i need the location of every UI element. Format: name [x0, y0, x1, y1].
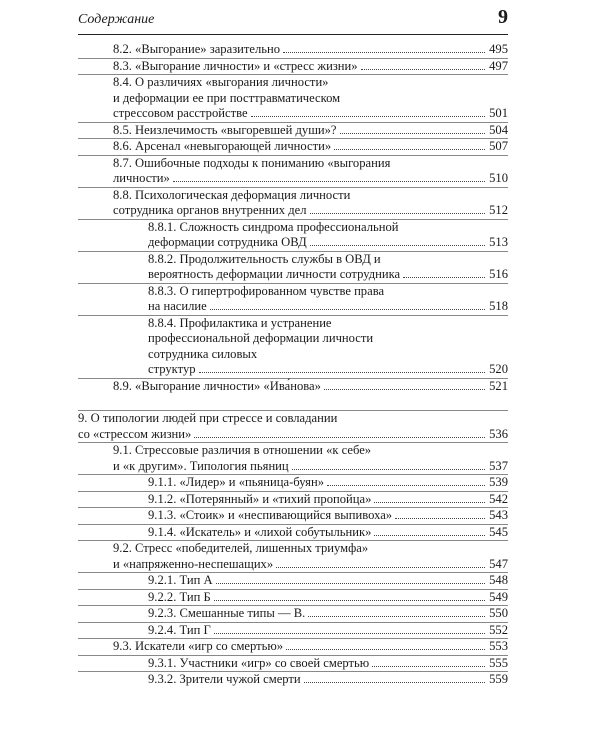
- dot-leader: [308, 616, 485, 617]
- toc-entry[interactable]: [78, 410, 508, 442]
- toc-entry-line: и деформации ее при посттравматическом: [113, 90, 341, 105]
- toc-entry-line: 9. О типологии людей при стрессе и совладании: [78, 411, 338, 425]
- toc-entry-last-line: [78, 427, 508, 443]
- toc-page-number: 510: [489, 171, 508, 185]
- toc-entry-line: 8.8.2. Продолжительность службы в ОВД и: [148, 251, 381, 266]
- toc-entry-line: 8.5. Неизлечимость «выгоревшей души»?: [113, 122, 337, 137]
- dot-leader: [194, 437, 485, 438]
- toc-entry-line: 9.2.3. Смешанные типы — В.: [148, 606, 306, 620]
- dot-leader: [214, 633, 485, 634]
- toc-entry-last-line: [148, 475, 508, 491]
- toc-entry[interactable]: [78, 638, 508, 655]
- toc-entry-line: вероятность деформации личности сотрудника: [148, 267, 401, 281]
- dot-leader: [372, 666, 485, 667]
- toc-entry-line: 9.1.3. «Стоик» и «неспивающийся выпивоха»: [148, 508, 393, 522]
- toc-page-number: 549: [489, 589, 508, 604]
- toc-entry-line: 9.3.2. Зрители чужой смерти: [148, 672, 301, 686]
- dot-leader: [292, 469, 485, 470]
- toc-entry-last-line: [148, 362, 508, 378]
- toc-entry-line: 8.8.4. Профилактика и устранение: [148, 315, 332, 330]
- page-header: [78, 0, 508, 34]
- toc-entry-last-line: [148, 672, 508, 688]
- toc-entry-line: структур: [148, 362, 196, 376]
- dot-leader: [374, 502, 485, 503]
- toc-entry-last-line: [148, 508, 508, 524]
- toc-entry-last-line: [148, 656, 508, 672]
- toc-entry-line: 8.9. «Выгорание личности» «Ива́нова»: [113, 378, 321, 393]
- toc-entry-last-line: [113, 123, 508, 139]
- toc-page-number: 495: [489, 42, 508, 56]
- toc-entry[interactable]: [78, 378, 508, 395]
- toc-entry-line: и «к другим». Типология пьяниц: [113, 458, 289, 473]
- toc-page-number: 521: [489, 378, 508, 393]
- toc-entry-line: 8.3. «Выгорание личности» и «стресс жизни»: [113, 58, 358, 73]
- toc-page-number: 512: [489, 203, 508, 217]
- dot-leader: [403, 277, 485, 278]
- toc-page-number: 507: [489, 139, 508, 153]
- dot-leader: [361, 69, 486, 70]
- toc-entry-line: 9.1.2. «Потерянный» и «тихий пропойца»: [148, 491, 372, 506]
- toc-entry-last-line: [148, 235, 508, 251]
- toc-entry-line: 8.4. О различиях «выгорания личности»: [113, 75, 329, 89]
- toc-page-number: 547: [489, 556, 508, 571]
- toc-entry-last-line: [148, 525, 508, 541]
- toc-page-number: 542: [489, 491, 508, 506]
- toc-entry-line: 9.3. Искатели «игр со смертью»: [113, 639, 284, 653]
- toc-entry-last-line: [148, 606, 508, 622]
- toc-page-number: 550: [489, 606, 508, 620]
- chapter-gap: [78, 394, 508, 410]
- toc-entry-line: деформации сотрудника ОВД: [148, 235, 307, 249]
- toc-entry-line: сотрудника силовых: [148, 346, 258, 361]
- toc-entry-line: профессиональной деформации личности: [148, 331, 374, 345]
- toc-entry[interactable]: [78, 589, 508, 606]
- toc-entry[interactable]: [78, 622, 508, 639]
- toc-page-number: 520: [489, 362, 508, 376]
- toc-page-number: 552: [489, 622, 508, 637]
- toc-entry[interactable]: [78, 442, 508, 474]
- toc-entry-line: личности»: [113, 171, 170, 185]
- toc-page-number: 545: [489, 524, 508, 539]
- toc-entry-last-line: [113, 459, 508, 475]
- toc-entry[interactable]: [78, 605, 508, 622]
- dot-leader: [310, 213, 486, 214]
- toc-page-number: 516: [489, 267, 508, 281]
- toc-entry-line: 9.3.1. Участники «игр» со своей смертью: [148, 655, 370, 670]
- toc-entry[interactable]: [78, 524, 508, 541]
- toc-entry[interactable]: [78, 507, 508, 524]
- toc-page-number: 518: [489, 299, 508, 313]
- toc-page-number: 537: [489, 458, 508, 473]
- dot-leader: [304, 682, 485, 683]
- toc-entry[interactable]: [78, 251, 508, 283]
- dot-leader: [327, 485, 485, 486]
- toc-entry[interactable]: [78, 138, 508, 155]
- toc-entry-last-line: [113, 171, 508, 187]
- toc-page-number: 548: [489, 573, 508, 587]
- toc-page-number: 555: [489, 655, 508, 670]
- toc-page-number: 539: [489, 475, 508, 489]
- toc-entry[interactable]: [78, 474, 508, 491]
- toc-entry-last-line: [113, 139, 508, 155]
- toc-entry[interactable]: [78, 283, 508, 315]
- toc-entry-line: на насилие: [148, 299, 207, 313]
- toc-entry[interactable]: [78, 219, 508, 251]
- toc-entry-line: 9.2.2. Тип Б: [148, 589, 211, 604]
- toc-entry[interactable]: [78, 315, 508, 378]
- toc-entry-line: 9.2.4. Тип Г: [148, 622, 211, 637]
- toc-entry-line: 8.7. Ошибочные подходы к пониманию «выгорания: [113, 155, 391, 170]
- toc-page-number: 501: [489, 106, 508, 120]
- toc-entry-line: 8.8.1. Сложность синдрома профессиональной: [148, 219, 399, 234]
- toc-entry-line: 8.8.3. О гипертрофированном чувстве права: [148, 283, 385, 298]
- toc-page-number: 497: [489, 58, 508, 73]
- toc-page-number: 553: [489, 639, 508, 653]
- toc-entry-last-line: [113, 557, 508, 573]
- toc-entry-last-line: [113, 59, 508, 75]
- dot-leader: [286, 649, 485, 650]
- header-rule: [78, 34, 508, 35]
- toc-entry-last-line: [148, 299, 508, 315]
- dot-leader: [324, 389, 485, 390]
- toc-entry-line: 9.1. Стрессовые различия в отношении «к себе»: [113, 443, 372, 457]
- dot-leader: [276, 567, 485, 568]
- toc-entry[interactable]: [78, 122, 508, 139]
- running-head-section: Содержание: [78, 12, 155, 27]
- toc-entry-line: со «стрессом жизни»: [78, 426, 192, 441]
- toc-entry-last-line: [113, 106, 508, 122]
- toc-entry-line: 9.1.1. «Лидер» и «пьяница-буян»: [148, 475, 325, 489]
- toc-entry-line: 8.6. Арсенал «невыгорающей личности»: [113, 139, 332, 153]
- toc-entry-line: 9.1.4. «Искатель» и «лихой собутыльник»: [148, 524, 372, 539]
- toc-entry-line: стрессовом расстройстве: [113, 106, 248, 120]
- toc-entry-last-line: [113, 203, 508, 219]
- toc-entry-last-line: [148, 573, 508, 589]
- toc-entry-line: сотрудника органов внутренних дел: [113, 203, 307, 217]
- toc-entry-line: 8.2. «Выгорание» заразительно: [113, 42, 281, 56]
- toc-entry[interactable]: [78, 655, 508, 672]
- toc-entry[interactable]: [78, 540, 508, 572]
- toc-entry-last-line: [148, 623, 508, 639]
- toc-page-number: 504: [489, 122, 508, 137]
- page-number: 9: [498, 6, 508, 28]
- toc-entry-last-line: [148, 590, 508, 606]
- dot-leader: [173, 181, 485, 182]
- dot-leader: [283, 52, 485, 53]
- dot-leader: [216, 583, 486, 584]
- toc-entry-line: 9.2. Стресс «победителей, лишенных триумфа»: [113, 541, 369, 555]
- dot-leader: [374, 535, 485, 536]
- toc-page-number: 513: [489, 235, 508, 249]
- toc-entry[interactable]: [78, 491, 508, 508]
- toc-page-number: 543: [489, 508, 508, 522]
- dot-leader: [340, 133, 486, 134]
- dot-leader: [395, 518, 485, 519]
- toc-entry-last-line: [113, 379, 508, 395]
- toc-entry-last-line: [113, 639, 508, 655]
- toc-page-number: 559: [489, 672, 508, 686]
- dot-leader: [199, 372, 486, 373]
- toc-entry-last-line: [148, 492, 508, 508]
- toc-entry-last-line: [148, 267, 508, 283]
- dot-leader: [251, 116, 486, 117]
- toc-entry[interactable]: [78, 671, 508, 688]
- toc-entry-last-line: [113, 42, 508, 58]
- toc-entry-line: и «напряженно-неспешащих»: [113, 556, 274, 571]
- toc-entry[interactable]: [78, 74, 508, 122]
- table-of-contents: [78, 42, 508, 688]
- toc-entry[interactable]: [78, 155, 508, 187]
- toc-entry-line: 9.2.1. Тип А: [148, 573, 213, 587]
- toc-page-number: 536: [489, 426, 508, 441]
- dot-leader: [214, 600, 485, 601]
- toc-entry-line: 8.8. Психологическая деформация личности: [113, 187, 351, 202]
- dot-leader: [310, 245, 485, 246]
- toc-entry[interactable]: [78, 187, 508, 219]
- dot-leader: [334, 149, 485, 150]
- toc-entry[interactable]: [78, 58, 508, 75]
- toc-entry[interactable]: [78, 572, 508, 589]
- toc-entry[interactable]: [78, 42, 508, 58]
- dot-leader: [210, 309, 485, 310]
